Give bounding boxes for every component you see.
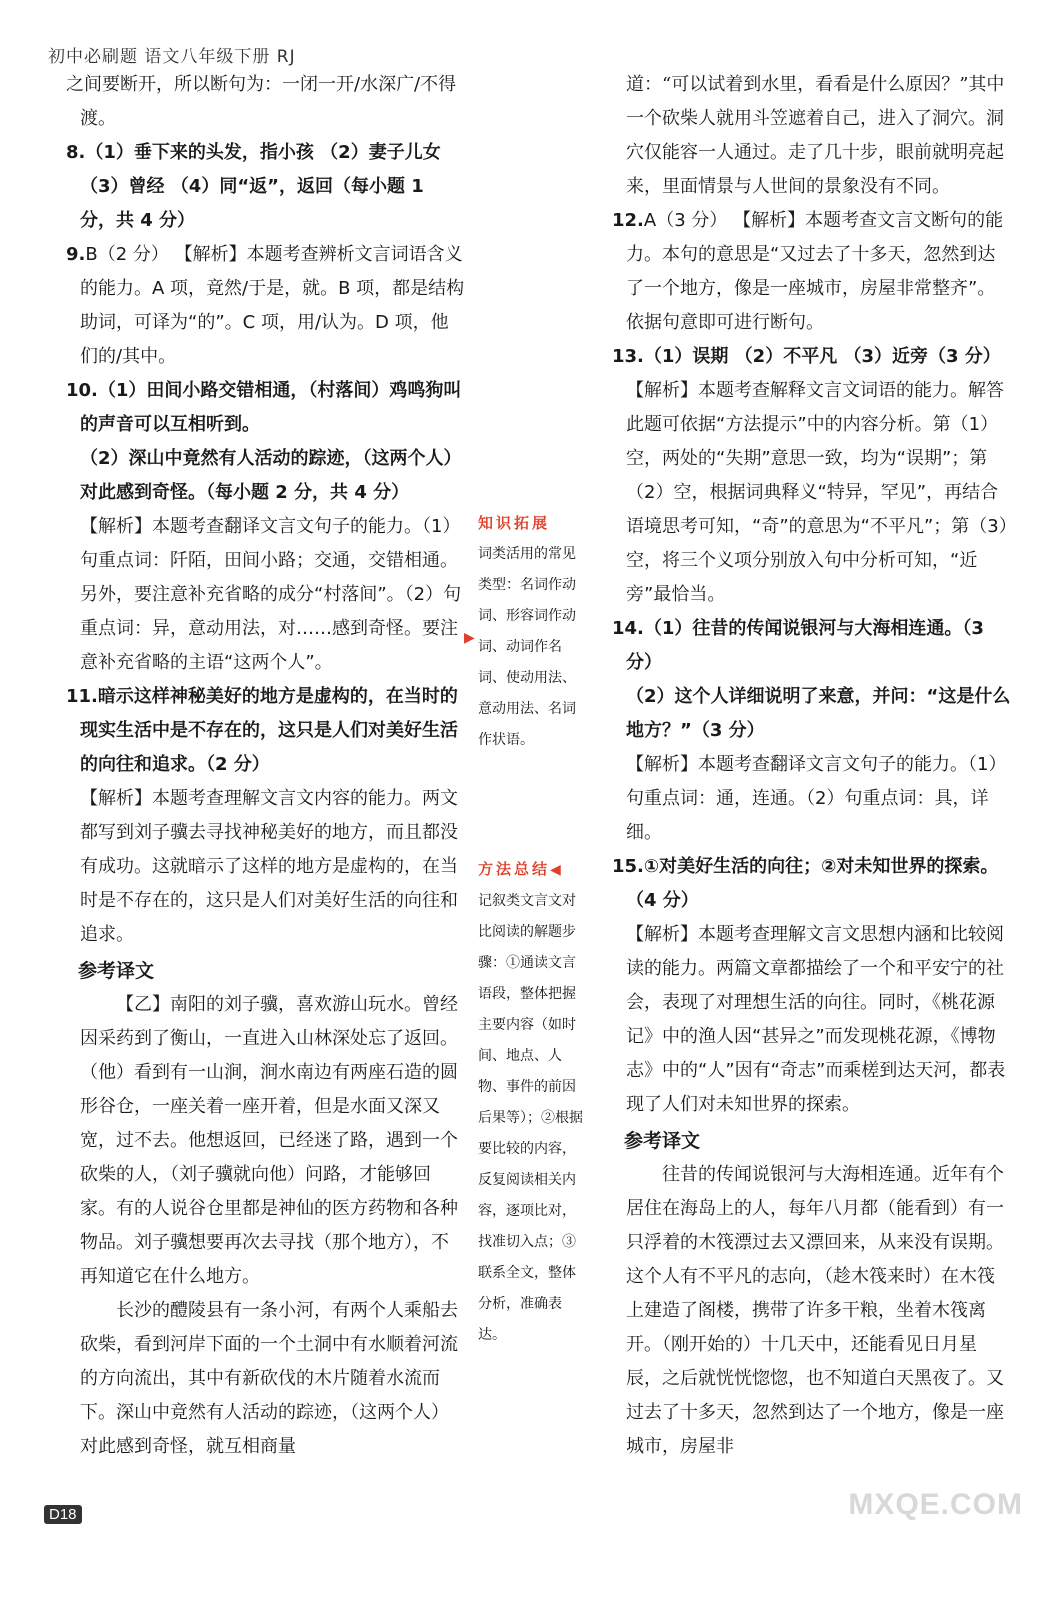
- answer-continuation: 之间要断开，所以断句为：一闭一开/水深广/不得渡。: [66, 74, 457, 129]
- page-number: D18: [44, 1505, 82, 1524]
- arrow-left-icon: ◀: [550, 862, 564, 878]
- answer-13: [612, 340, 1012, 374]
- answer-10: [66, 374, 466, 442]
- question-number: 12.: [612, 210, 644, 231]
- answer-text: B（2 分） 【解析】本题考查辨析文言词语含义的能力。A 项，竟然/于是，就。B 项，都是结构助词，可译为“的”。C 项，用/认为。D 项，他们的/其中。: [80, 244, 465, 367]
- answer-text: （1）误期 （2）不平凡 （3）近旁（3 分）: [643, 346, 1001, 367]
- side-note-text: 记叙类文言文对比阅读的解题步骤：①通读文言语段，整体把握主要内容（如时间、地点、人物、事件的前因后果等）；②根据要比较的内容，反复阅读相关内容，逐项比对，找准切入点；③联系全文，整体分析，准确表达。: [478, 893, 583, 1343]
- answer-text: A（3 分） 【解析】本题考查文言文断句的能力。本句的意思是“又过去了十多天，忽然到达了一个地方，像是一座城市，房屋非常整齐”。依据句意即可进行断句。: [626, 210, 1004, 333]
- answer-text: （1）田间小路交错相通，（村落间）鸡鸣狗叫的声音可以互相听到。: [80, 380, 462, 435]
- answer-12: [612, 204, 1012, 340]
- question-number: 8.: [66, 142, 86, 163]
- side-note-title: 知识拓展: [478, 514, 551, 532]
- side-note-text: 词类活用的常见类型：名词作动词、形容词作动词、动词作名词、使动用法、意动用法、名词作状语。: [478, 546, 576, 748]
- translation-paragraph: 【乙】南阳的刘子骥，喜欢游山玩水。曾经因采药到了衡山，一直进入山林深处忘了返回。（他）看到有一山涧，涧水南边有两座石造的圆形谷仓，一座关着一座开着，但是水面又深又宽，过不去。他想返回，已经迷了路，遇到一个砍柴的人，（刘子骥就向他）问路，才能够回家。有的人说谷仓里都是神仙的医方药物和各种物品。刘子骥想要再次去寻找（那个地方），不再知道它在什么地方。: [80, 994, 458, 1287]
- answer-text: （1）垂下来的头发，指小孩 （2）妻子儿女 （3）曾经 （4）同“返”，返回（每小题 1 分，共 4 分）: [80, 142, 441, 231]
- answer-8: [66, 136, 466, 238]
- question-number: 14.: [612, 618, 644, 639]
- question-number: 10.: [66, 380, 98, 401]
- answer-9: [66, 238, 466, 374]
- right-column: [612, 68, 1012, 1464]
- question-number: 15.: [612, 856, 644, 877]
- arrow-right-icon: ▶: [464, 630, 475, 646]
- answer-10-part2: （2）深山中竟然有人活动的踪迹，（这两个人）对此感到奇怪。（每小题 2 分，共 4 分）: [80, 448, 462, 503]
- answer-text: ①对美好生活的向往；②对未知世界的探索。（4 分）: [626, 856, 999, 911]
- watermark: MXQE.COM: [848, 1488, 1023, 1521]
- question-number: 11.: [66, 686, 98, 707]
- analysis-11: 【解析】本题考查理解文言文内容的能力。两文都写到刘子骥去寻找神秘美好的地方，而且都没有成功。这就暗示了这样的地方是虚构的，在当时是不存在的，这只是人们对美好生活的向往和追求。: [80, 788, 458, 945]
- reference-translation-title: 参考译文: [78, 960, 155, 982]
- question-number: 13.: [612, 346, 644, 367]
- side-note-title: 方法总结◀: [478, 860, 564, 878]
- answer-14-part2: （2）这个人详细说明了来意，并问：“这是什么地方？”（3 分）: [626, 686, 1011, 741]
- answer-text: 暗示这样神秘美好的地方是虚构的，在当时的现实生活中是不存在的，这只是人们对美好生活的向往和追求。（2 分）: [80, 686, 458, 775]
- answer-text: （1）往昔的传闻说银河与大海相连通。（3 分）: [626, 618, 984, 673]
- translation-continuation: 道：“可以试着到水里，看看是什么原因？”其中一个砍柴人就用斗笠遮着自己，进入了洞穴。洞穴仅能容一人通过。走了几十步，眼前就明亮起来，里面情景与人世间的景象没有不同。: [626, 74, 1005, 197]
- side-note-knowledge: [478, 508, 588, 756]
- left-column: [66, 68, 466, 1464]
- translation-paragraph: 往昔的传闻说银河与大海相连通。近年有个居住在海岛上的人，每年八月都（能看到）有一只浮着的木筏漂过去又漂回来，从来没有误期。这个人有不平凡的志向，（趁木筏来时）在木筏上建造了阁楼，携带了许多干粮，坐着木筏离开。（刚开始的）十几天中，还能看见日月星辰，之后就恍恍惚惚，也不知道白天黑夜了。又过去了十多天，忽然到达了一个地方，像是一座城市，房屋非: [626, 1164, 1004, 1457]
- analysis-15: 【解析】本题考查理解文言文思想内涵和比较阅读的能力。两篇文章都描绘了一个和平安宁的社会，表现了对理想生活的向往。同时，《桃花源记》中的渔人因“甚异之”而发现桃花源，《博物志》中的“人”因有“奇志”而乘槎到达天河，都表现了人们对未知世界的探索。: [626, 924, 1006, 1115]
- answer-14: [612, 612, 1012, 680]
- analysis-14: 【解析】本题考查翻译文言文句子的能力。（1）句重点词：通，连通。（2）句重点词：具，详细。: [626, 754, 1007, 843]
- analysis-10: 【解析】本题考查翻译文言文句子的能力。（1）句重点词：阡陌，田间小路；交通，交错相通。另外，要注意补充省略的成分“村落间”。（2）句重点词：异，意动用法，对……感到奇怪。要注意补充省略的主语“这两个人”。: [80, 516, 462, 673]
- analysis-13: 【解析】本题考查解释文言文词语的能力。解答此题可依据“方法提示”中的内容分析。第（1）空，两处的“失期”意思一致，均为“误期”；第（2）空，根据词典释义“特异，罕见”，再结合语境思考可知，“奇”的意思为“不平凡”；第（3）空，将三个义项分别放入句中分析可知，“近旁”最恰当。: [626, 380, 1008, 605]
- answer-11: [66, 680, 466, 782]
- question-number: 9.: [66, 244, 86, 265]
- translation-paragraph: 长沙的醴陵县有一条小河，有两个人乘船去砍柴，看到河岸下面的一个土洞中有水顺着河流的方向流出，其中有新砍伐的木片随着水流而下。深山中竟然有人活动的踪迹，（这两个人）对此感到奇怪，就互相商量: [80, 1300, 458, 1457]
- page-header: 初中必刷题 语文八年级下册 RJ: [48, 47, 296, 67]
- answer-15: [612, 850, 1012, 918]
- side-note-method: [478, 854, 588, 1351]
- reference-translation-title: 参考译文: [624, 1130, 701, 1152]
